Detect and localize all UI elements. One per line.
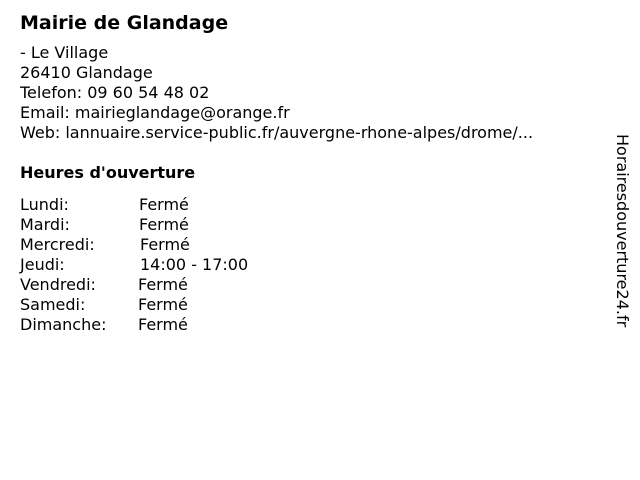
day-label-wednesday: Mercredi: <box>20 235 95 254</box>
day-label-monday: Lundi: <box>20 195 69 214</box>
business-card <box>20 10 600 335</box>
address-city: 26410 Glandage <box>20 63 153 82</box>
website-url: Web: lannuaire.service-public.fr/auvergne-rhone-alpes/drome/... <box>20 123 534 142</box>
day-label-sunday: Dimanche: <box>20 315 107 334</box>
site-watermark: Horairesdouverture24.fr <box>613 134 632 328</box>
day-label-thursday: Jeudi: <box>20 255 65 274</box>
hours-value-wednesday: Fermé <box>140 235 190 254</box>
hours-value-saturday: Fermé <box>138 295 188 314</box>
hours-value-friday: Fermé <box>138 275 188 294</box>
day-label-tuesday: Mardi: <box>20 215 70 234</box>
hours-value-tuesday: Fermé <box>139 215 189 234</box>
opening-hours-title: Heures d'ouverture <box>20 163 196 182</box>
hours-value-thursday: 14:00 - 17:00 <box>140 255 249 274</box>
day-label-friday: Vendredi: <box>20 275 96 294</box>
hours-row-thursday <box>20 255 600 275</box>
address-street: - Le Village <box>20 43 109 62</box>
hours-row-saturday <box>20 295 600 315</box>
page-title: Mairie de Glandage <box>20 12 229 34</box>
phone-number: Telefon: 09 60 54 48 02 <box>20 83 210 102</box>
email-address: Email: mairieglandage@orange.fr <box>20 103 290 122</box>
hours-row-monday <box>20 195 600 215</box>
day-label-saturday: Samedi: <box>20 295 86 314</box>
hours-value-monday: Fermé <box>139 195 189 214</box>
opening-hours-list <box>20 195 600 335</box>
hours-row-sunday <box>20 315 600 335</box>
hours-row-wednesday <box>20 235 600 255</box>
hours-row-friday <box>20 275 600 295</box>
address-block <box>20 43 600 143</box>
hours-row-tuesday <box>20 215 600 235</box>
hours-value-sunday: Fermé <box>138 315 188 334</box>
